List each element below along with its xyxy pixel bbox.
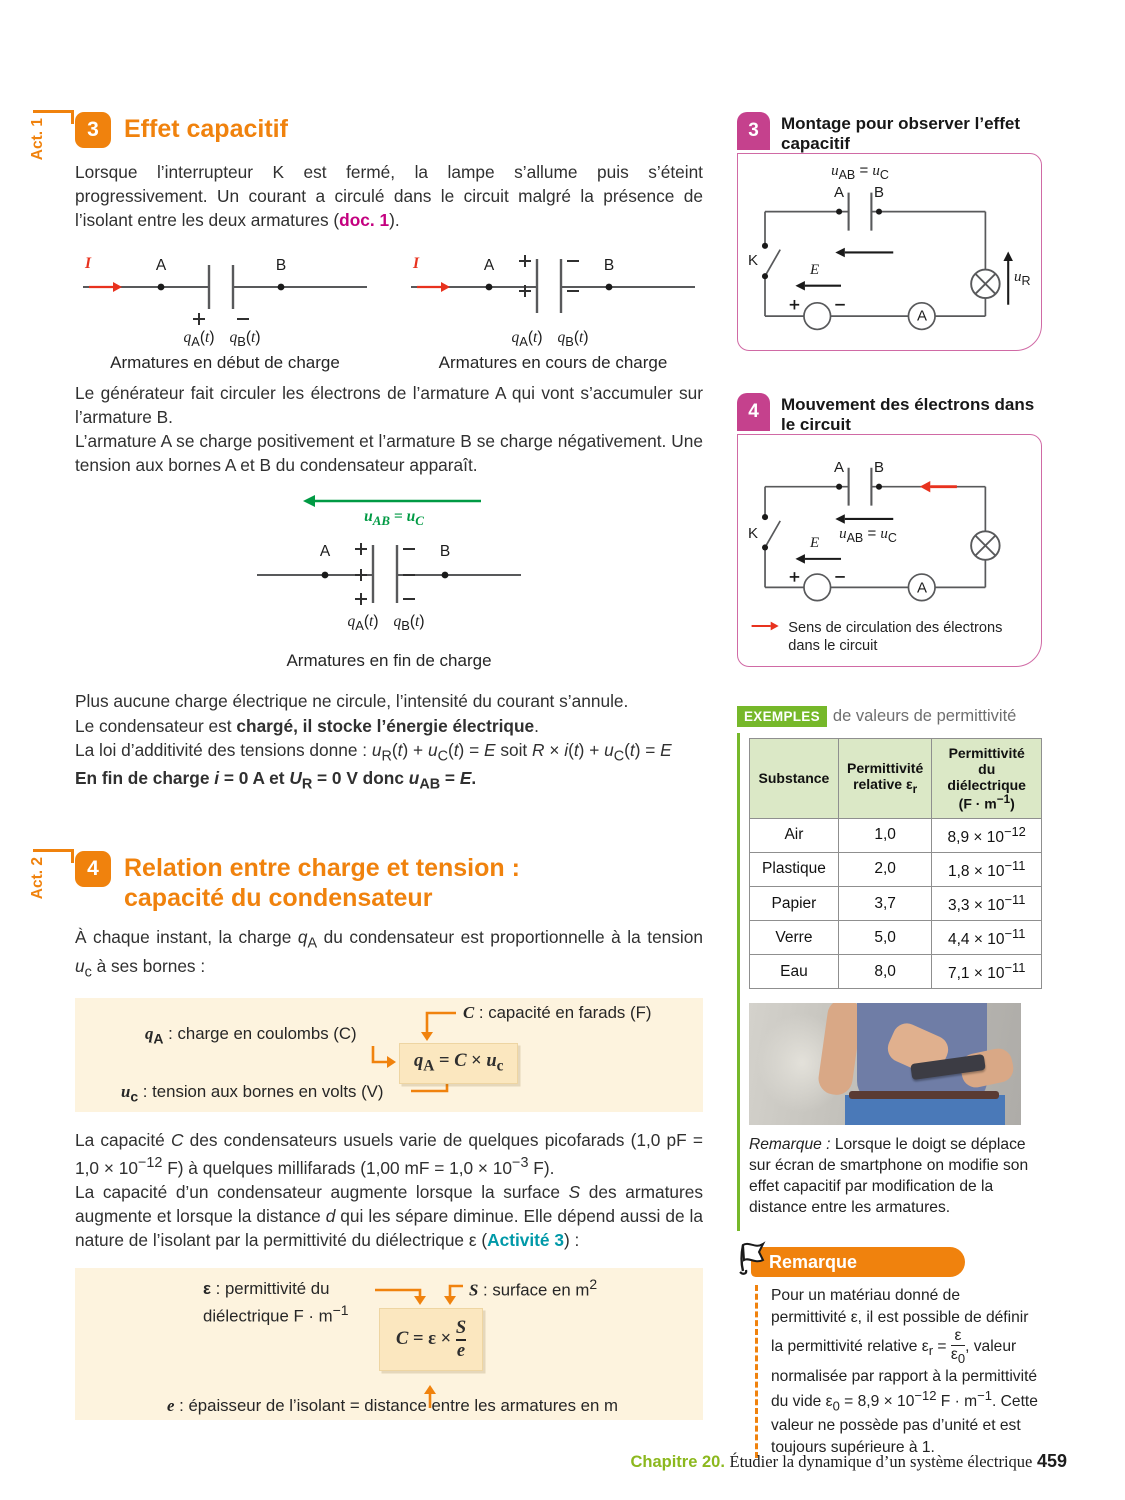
doc4-box [737, 434, 1042, 666]
figure-caption: Armatures en fin de charge [286, 651, 492, 671]
circuit-doc3 [746, 162, 1031, 342]
permittivity-table [749, 738, 1042, 990]
activity2-label: Act. 2 [29, 857, 46, 900]
table-row: Verre 5,0 $4,4 \times 10^{-11}$ [750, 921, 1042, 955]
remark-body: Pour un matériau donné de permittivité ε, il est possible de définir la permittivité relative $\varepsilon_r = \frac{\varepsilon}{\varepsilon_0}$, valeur normalisée par rapport à la permittivité du vide $\varepsilon_0 = 8,9 \times 10^{-12}$ $F \cdot m^{-1}$. Cette valeur ne possède pas d’unité et est toujours supérieure à 1. [755, 1285, 1039, 1458]
ammeter-label: A [916, 579, 928, 597]
remark-title-bar [751, 1247, 965, 1277]
table-row: Papier 3,7 $3,3 \times 10^{-11}$ [750, 887, 1042, 921]
figure-cours-charge [403, 243, 703, 373]
section4-badge: 4 [75, 851, 111, 887]
capacitor-diagram [403, 243, 703, 351]
section4-title: Relation entre charge et tension : capacité du condensateur [124, 854, 520, 912]
remark-card [737, 1247, 1042, 1458]
bracket-line [33, 849, 73, 852]
doc4-badge: 4 [737, 393, 770, 431]
qb-label: $q_B(t)$ [393, 613, 425, 634]
epsilon-definition: ε : permittivité du diélectrique $F \cdot m^{-1}$ [203, 1279, 349, 1326]
capacitor-diagram [75, 243, 375, 351]
uab-label: $u_{AB} = u_C$ [364, 508, 424, 529]
doc4-header [737, 393, 1042, 434]
doc4-legend [750, 619, 1033, 655]
emf-label: E [810, 535, 820, 552]
equation-fraction: $\frac{S}{e}$ [455, 1318, 467, 1361]
uab-label: $u_{AB} = u_C$ [839, 525, 897, 546]
side-column [737, 112, 1042, 1458]
ur-label: $u_R$ [1014, 269, 1031, 289]
node-a-label: A [155, 256, 167, 274]
formula-band-charge [75, 998, 703, 1112]
doc4-title: Mouvement des électrons dans le circuit [781, 395, 1035, 434]
doc3-title: Montage pour observer l’effet capacitif [781, 114, 1020, 153]
examples-section [737, 707, 1042, 1219]
equation-box [379, 1308, 483, 1371]
bracket-line [71, 849, 74, 863]
ammeter-label: A [916, 307, 928, 325]
doc4-legend-text: Sens de circulation des électrons dans le circuit [788, 620, 1003, 655]
examples-header [737, 707, 1042, 726]
node-a-label: A [483, 256, 495, 274]
section3-badge: 3 [75, 112, 111, 148]
node-b-label: B [275, 256, 287, 274]
doc4-card [737, 393, 1042, 667]
section3-intro: Lorsque l’interrupteur K est fermé, la lampe s’allume puis s’éteint progressivement. Un courant a circulé dans le circuit malgré la présence de l’isolant entre les deux armatures (doc. 1). [75, 162, 703, 231]
s-definition: S : surface en $m^2$ [469, 1276, 598, 1300]
figure-caption: Armatures en cours de charge [438, 352, 668, 372]
qa-label: $q_A(t)$ [347, 613, 379, 634]
doc3-header [737, 112, 1042, 153]
red-arrow-icon [750, 619, 780, 633]
qb-label: $q_B(t)$ [557, 328, 589, 349]
section3-para3: Plus aucune charge électrique ne circule, l’intensité du courant s’annule. Le condensateur est chargé, il stocke l’énergie électrique. La loi d’additivité des tensions donne : $u_R(t) + u_C(t) = E$ soit $R \times i(t) + u_C(t) = E$ En fin de charge i = 0 A et $U_R = 0$ V donc $u_{AB} = E$. [75, 691, 672, 793]
page-number: 459 [1036, 1451, 1067, 1471]
col-dielectric-permittivity: Permittivité du diélectrique $(F \cdot m^{-1})$ [932, 738, 1042, 818]
node-b-label: B [873, 184, 885, 202]
armature-figures [75, 243, 703, 373]
qb-label: $q_B(t)$ [229, 328, 261, 349]
figure-fin-charge [239, 487, 539, 671]
chapter-title: Étudier la dynamique d’un système électrique [729, 1452, 1033, 1471]
photo-remark: Remarque : Lorsque le doigt se déplace sur écran de smartphone on modifie son effet capacitif par modification de la distance entre les armatures. [749, 1136, 1029, 1217]
remark-title: Remarque [769, 1251, 858, 1272]
equation-left: C = ε × [396, 1329, 452, 1350]
c-definition: C : capacité en farads (F) [463, 1003, 652, 1023]
activity1-tab [27, 110, 67, 182]
qa-label: $q_A(t)$ [183, 328, 215, 349]
uab-label: $u_{AB} = u_C$ [831, 162, 889, 183]
node-b-label: B [873, 459, 885, 477]
capacity-paragraph: La capacité C des condensateurs usuels varie de quelques picofarads (1,0 pF = $1,0 \times 10^{-12}$ F) à quelques millifarads (1,00 mF = $1,0 \times 10^{-3}$ F). La capacité d’un condensateur augmente lorsque la surface S des armatures augmente et lorsque la distance d qui les sépare diminue. Elle dépend aussi de la nature de l’isolant par la permittivité du diélectrique ε (Activité 3) : [75, 1130, 703, 1250]
uc-definition: $u_c$ : tension aux bornes en volts (V) [121, 1082, 384, 1105]
switch-label: K [748, 525, 759, 543]
examples-tag: EXEMPLES [737, 706, 827, 727]
bracket-line [33, 110, 73, 113]
e-definition: e : épaisseur de l’isolant = distance entre les armatures en m [167, 1396, 618, 1416]
doc3-card [737, 112, 1042, 351]
doc3-box [737, 153, 1042, 351]
section4-header [29, 851, 703, 913]
circuit-diagram [746, 162, 1031, 342]
smartphone-photo [749, 1003, 1021, 1125]
green-rule [737, 733, 740, 1231]
table-row: Plastique 2,0 $1,8 \times 10^{-11}$ [750, 852, 1042, 886]
activity2-tab [27, 849, 67, 921]
examples-caption: de valeurs de permittivité [832, 706, 1017, 725]
page-footer [630, 1451, 1067, 1472]
table-row: Air 1,0 $8,9 \times 10^{-12}$ [750, 818, 1042, 852]
table-row: Eau 8,0 $7,1 \times 10^{-11}$ [750, 955, 1042, 989]
main-column [29, 112, 703, 1436]
qa-label: $q_A(t)$ [511, 328, 543, 349]
switch-label: K [748, 252, 759, 270]
equation-box: $q_A = C \times u_c$ [399, 1043, 518, 1084]
flag-icon [735, 1239, 769, 1277]
current-label: I [413, 254, 420, 272]
activity1-label: Act. 1 [29, 118, 46, 161]
node-a-label: A [833, 184, 845, 202]
table-header-row [750, 738, 1042, 818]
formula-band-capacity [75, 1268, 703, 1420]
section3-header [29, 112, 703, 161]
node-a-label: A [833, 459, 845, 477]
chapter-label: Chapitre 20. [630, 1453, 725, 1471]
qa-definition: $q_A$ : charge en coulombs (C) [145, 1024, 357, 1047]
circuit-doc4 [746, 443, 1031, 613]
bracket-line [71, 110, 74, 124]
node-b-label: B [603, 256, 615, 274]
emf-label: E [810, 262, 820, 279]
doc3-badge: 3 [737, 112, 770, 150]
figure-debut-charge [75, 243, 375, 373]
section3-para2: Le générateur fait circuler les électrons de l’armature A qui vont s’accumuler sur l’armature B. L’armature A se charge positivement et l’armature B se charge négativement. Une tension aux bornes A et B du condensateur apparaît. [75, 382, 703, 476]
col-relative-permittivity: Permittivité relative $\varepsilon_r$ [838, 738, 932, 818]
node-b-label: B [439, 543, 451, 561]
col-substance: Substance [750, 738, 839, 818]
node-a-label: A [319, 543, 331, 561]
current-label: I [85, 254, 92, 272]
figure-caption: Armatures en début de charge [110, 352, 340, 372]
section4-intro: À chaque instant, la charge $q_A$ du condensateur est proportionnelle à la tension $u_c$ à ses bornes : [75, 927, 703, 981]
section3-title: Effet capacitif [124, 115, 288, 143]
